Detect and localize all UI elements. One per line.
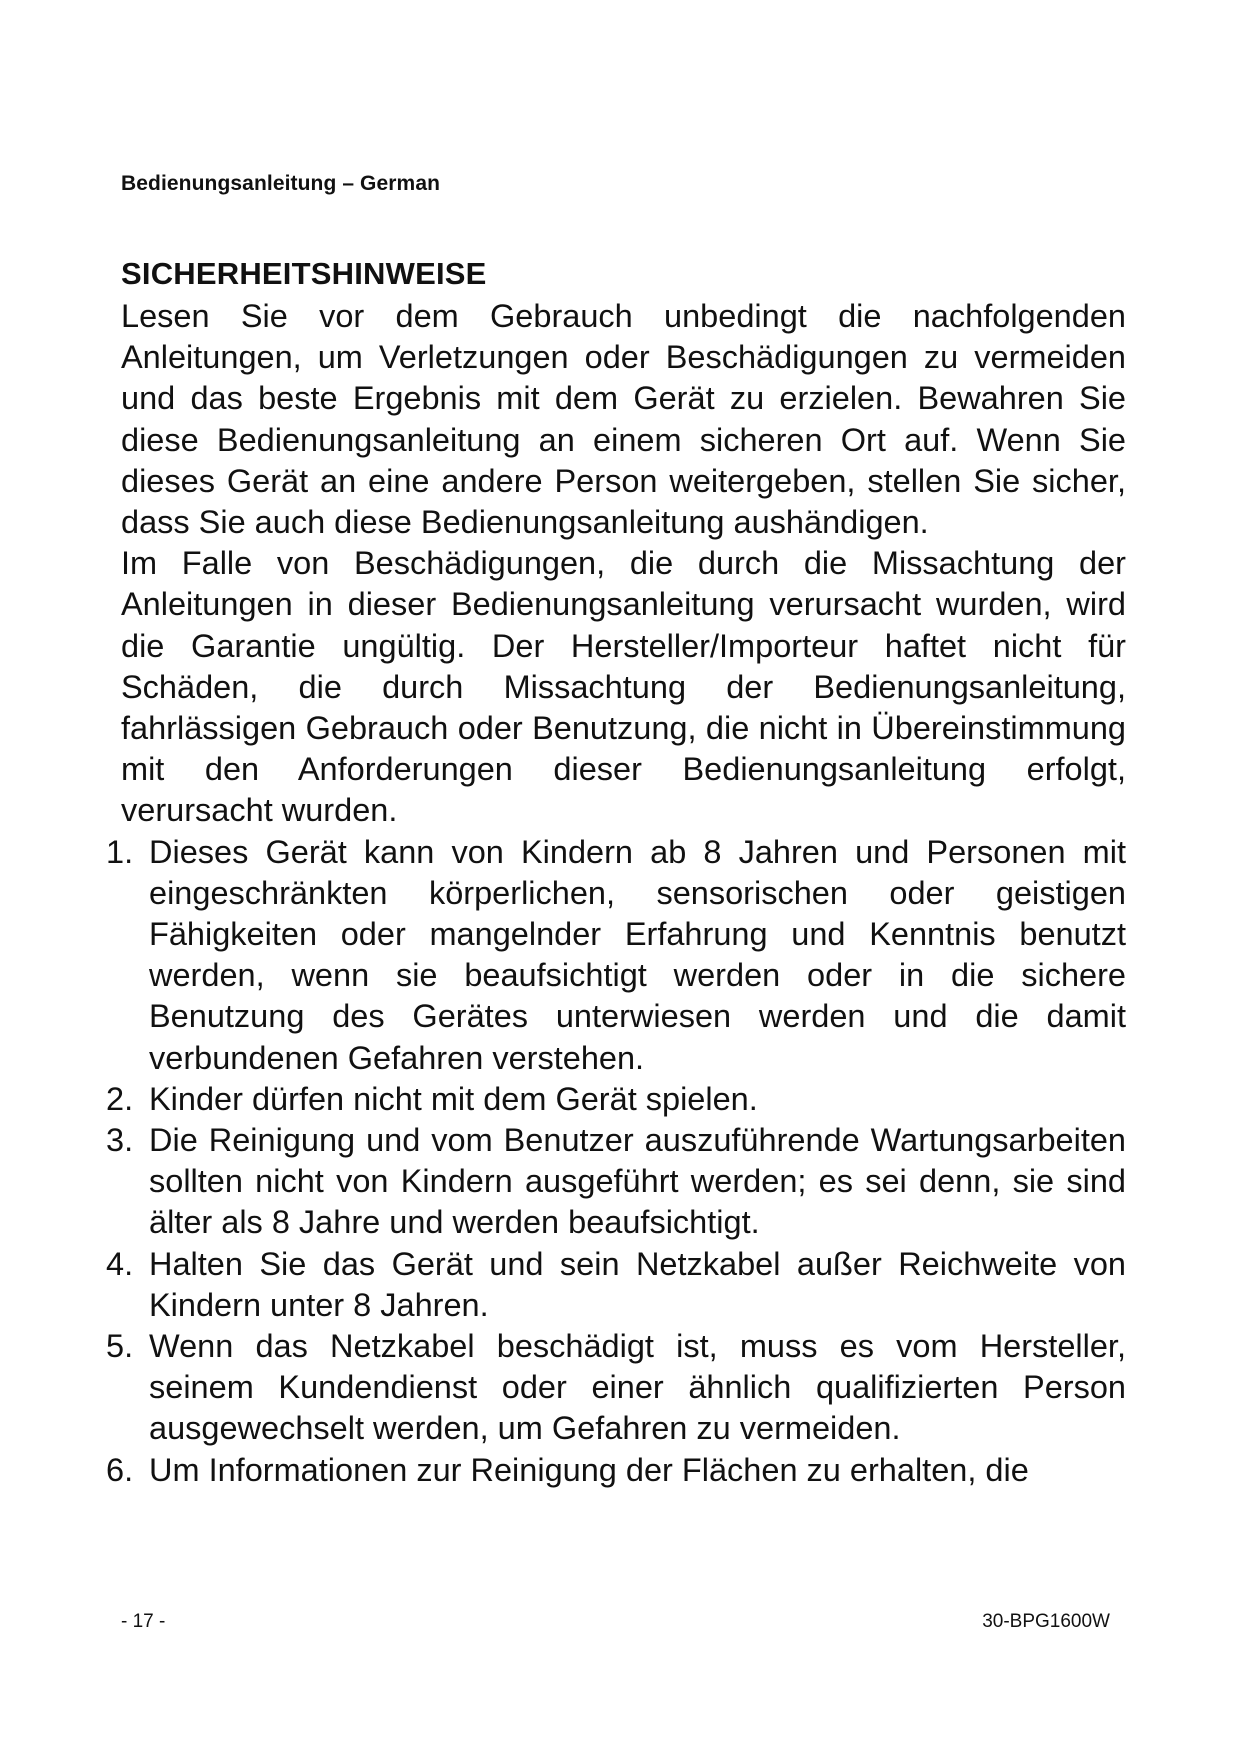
section-title: SICHERHEITSHINWEISE	[121, 256, 487, 291]
model-number: 30-BPG1600W	[982, 1611, 1110, 1632]
list-item-text: Halten Sie das Gerät und sein Netzkabel außer Reichweite von Kindern unter 8 Jahren.	[149, 1245, 1126, 1323]
list-item-number: 5.	[106, 1328, 134, 1365]
list-item-text: Um Informationen zur Reinigung der Flächen zu erhalten, die	[149, 1451, 1029, 1488]
list-item-text: Die Reinigung und vom Benutzer auszuführende Wartungsarbeiten sollten nicht von Kindern ausgeführt werden; es sei denn, sie sind älter als 8 Jahre und werden beaufsichtigt.	[149, 1122, 1126, 1241]
list-item-number: 1.	[106, 833, 134, 870]
list-item	[106, 1244, 1126, 1326]
list-item-text: Dieses Gerät kann von Kindern ab 8 Jahren und Personen mit eingeschränkten körperlichen, sensorischen oder geistigen Fähigkeiten oder mangelnder Erfahrung und Kenntnis benutzt werden, wenn sie beaufsichtigt werden oder in die sichere Benutzung des Gerätes unterwiesen werden und die damit verbundenen Gefahren verstehen.	[149, 833, 1126, 1076]
intro-paragraph: Lesen Sie vor dem Gebrauch unbedingt die nachfolgenden Anleitungen, um Verletzungen oder Beschädigungen zu vermeiden und das beste Ergebnis mit dem Gerät zu erzielen. Bewahren Sie diese Bedienungsanleitung an einem sicheren Ort auf. Wenn Sie dieses Gerät an eine andere Person weitergeben, stellen Sie sicher, dass Sie auch diese Bedienungsanleitung aushändigen.	[121, 298, 1126, 541]
list-item	[106, 1450, 1126, 1491]
list-item	[106, 832, 1126, 1079]
list-item	[106, 1326, 1126, 1450]
list-item-number: 2.	[106, 1080, 134, 1117]
list-item-number: 3.	[106, 1122, 134, 1159]
list-item	[106, 1079, 1126, 1120]
safety-list	[106, 832, 1126, 1491]
list-item-number: 4.	[106, 1245, 134, 1282]
warranty-paragraph: Im Falle von Beschädigungen, die durch die Missachtung der Anleitungen in dieser Bedienungsanleitung verursacht wurden, wird die Garantie ungültig. Der Hersteller/Importeur haftet nicht für Schäden, die durch Missachtung der Bedienungsanleitung, fahrlässigen Gebrauch oder Benutzung, die nicht in Übereinstimmung mit den Anforderungen dieser Bedienungsanleitung erfolgt, verursacht wurden.	[121, 545, 1126, 829]
list-item-text: Wenn das Netzkabel beschädigt ist, muss es vom Hersteller, seinem Kundendienst oder einer ähnlich qualifizierten Person ausgewechselt werden, um Gefahren zu vermeiden.	[149, 1328, 1126, 1447]
list-item-text: Kinder dürfen nicht mit dem Gerät spielen.	[149, 1080, 758, 1117]
list-item-number: 6.	[106, 1451, 134, 1488]
list-item	[106, 1120, 1126, 1244]
document-header: Bedienungsanleitung – German	[121, 172, 441, 195]
document-body	[106, 296, 1126, 1491]
page-number: - 17 -	[121, 1611, 166, 1632]
